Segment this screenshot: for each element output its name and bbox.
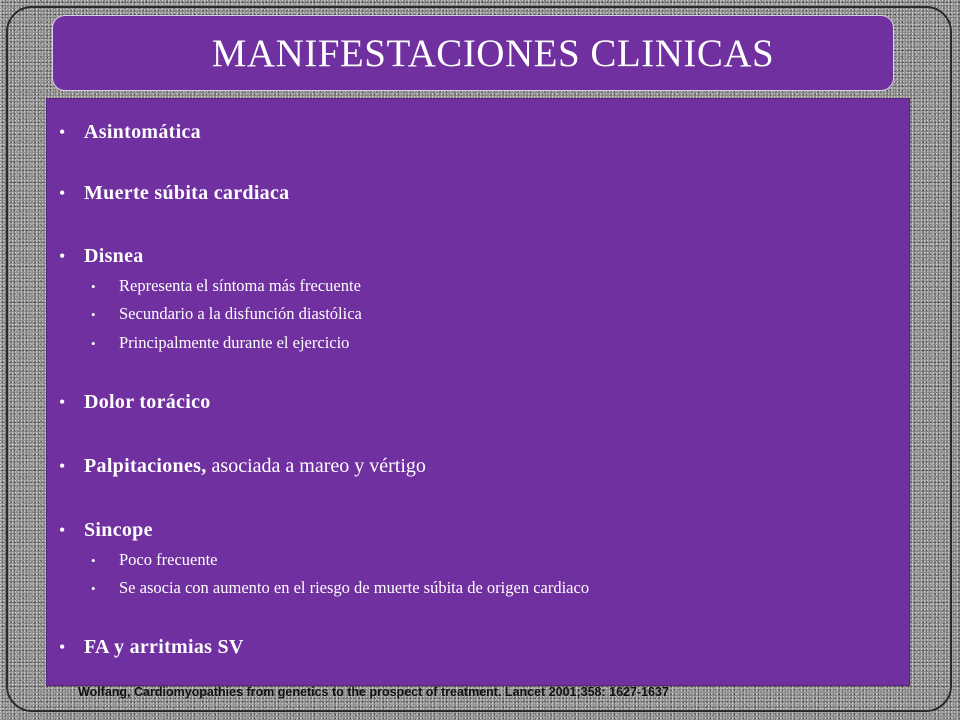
sub-bullet-icon: • [91, 279, 96, 294]
subitem-label: Representa el síntoma más frecuente [119, 276, 361, 295]
list-item-palpitaciones [59, 455, 426, 478]
subitem-disfuncion-diastolica [91, 304, 362, 324]
list-item-label: Muerte súbita cardiaca [84, 182, 290, 204]
list-item-label: Disnea [84, 245, 144, 267]
bullet-icon: • [59, 183, 66, 203]
list-item-label: Palpitaciones, [84, 455, 207, 477]
bullet-icon: • [59, 122, 66, 142]
list-item-label: FA y arritmias SV [84, 636, 244, 658]
list-item-disnea [59, 245, 144, 268]
sub-bullet-icon: • [91, 336, 96, 351]
slide-title: MANIFESTACIONES CLINICAS [211, 31, 775, 75]
bullet-icon: • [59, 456, 66, 476]
content-panel [46, 98, 910, 686]
list-item-dolor-toracico [59, 391, 211, 414]
list-item-sincope [59, 519, 153, 542]
bullet-icon: • [59, 246, 66, 266]
citation-footnote: Wolfang, Cardiomyopathies from genetics to the prospect of treatment. Lancet 2001;358: 1627-1637 [78, 685, 669, 699]
list-item-fa-arritmias [59, 636, 244, 659]
subitem-riesgo-muerte [91, 578, 589, 598]
subitem-label: Secundario a la disfunción diastólica [119, 304, 362, 323]
title-banner [52, 15, 894, 91]
subitem-poco-frecuente [91, 550, 218, 570]
subitem-label: Se asocia con aumento en el riesgo de muerte súbita de origen cardiaco [119, 578, 590, 597]
bullet-icon: • [59, 520, 66, 540]
list-item-label: Sincope [84, 519, 153, 541]
list-item-label: Dolor torácico [84, 391, 211, 413]
list-item-label: Asintomática [84, 121, 201, 143]
subitem-ejercicio [91, 333, 349, 353]
list-item-asintomatica [59, 121, 201, 144]
bullet-icon: • [59, 392, 66, 412]
list-item-muerte-subita [59, 182, 289, 205]
subitem-label: Principalmente durante el ejercicio [119, 333, 350, 352]
sub-bullet-icon: • [91, 553, 96, 568]
subitem-sintoma-frecuente [91, 276, 361, 296]
sub-bullet-icon: • [91, 307, 96, 322]
list-item-detail: asociada a mareo y vértigo [211, 455, 426, 477]
bullet-icon: • [59, 637, 66, 657]
sub-bullet-icon: • [91, 581, 96, 596]
subitem-label: Poco frecuente [119, 550, 218, 569]
